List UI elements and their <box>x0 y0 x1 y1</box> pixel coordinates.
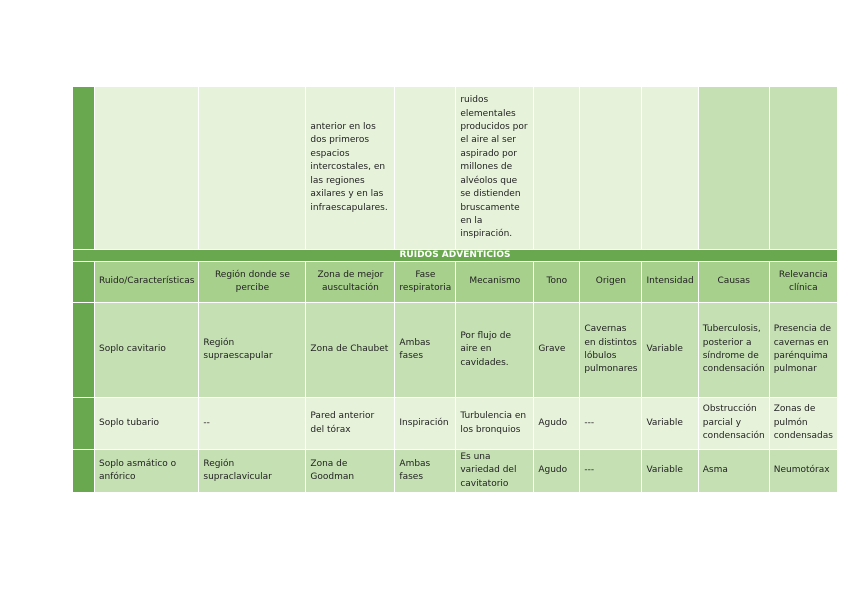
column-header: Zona de mejor auscultación <box>306 262 395 303</box>
cell-causas: Tuberculosis, posterior a síndrome de condensación <box>698 303 769 398</box>
cell-mecanismo: Es una variedad del cavitatorio <box>456 450 534 493</box>
cell-region: Región supraclavicular <box>199 450 306 493</box>
row-marker <box>73 87 95 250</box>
cell-intensidad: Variable <box>642 450 698 493</box>
cell-tono: Grave <box>534 303 580 398</box>
table-cell <box>534 87 580 250</box>
cell-mecanismo: Por flujo de aire en cavidades. <box>456 303 534 398</box>
cell-zona: Zona de Goodman <box>306 450 395 493</box>
table-cell <box>769 87 837 250</box>
cell-causas: Obstrucción parcial y condensación <box>698 398 769 450</box>
table-cell <box>95 87 199 250</box>
cell-relevancia: Presencia de cavernas en parénquima pulmonar <box>769 303 837 398</box>
cell-mecanismo: Turbulencia en los bronquios <box>456 398 534 450</box>
table-row <box>73 398 838 450</box>
cell-region: Región supraescapular <box>199 303 306 398</box>
row-marker <box>73 262 95 303</box>
cell-tono: Agudo <box>534 450 580 493</box>
cell-ruido: Soplo cavitario <box>95 303 199 398</box>
column-header: Relevancia clínica <box>769 262 837 303</box>
column-header: Intensidad <box>642 262 698 303</box>
row-marker <box>73 303 95 398</box>
column-header: Origen <box>580 262 642 303</box>
cell-zona: Zona de Chaubet <box>306 303 395 398</box>
cell-origen: --- <box>580 450 642 493</box>
cell-ruido: Soplo tubario <box>95 398 199 450</box>
column-header: Causas <box>698 262 769 303</box>
column-header: Fase respiratoria <box>395 262 456 303</box>
cell-tono: Agudo <box>534 398 580 450</box>
section-header-row <box>73 250 838 262</box>
cell-ruido: Soplo asmático o anfórico <box>95 450 199 493</box>
ruidos-table <box>72 86 838 493</box>
cell-origen: --- <box>580 398 642 450</box>
cell-region: -- <box>199 398 306 450</box>
table-row <box>73 450 838 493</box>
cell-causas: Asma <box>698 450 769 493</box>
cell-mecanismo: ruidos elementales producidos por el aire al ser aspirado por millones de alvéolos que se distienden bruscamente en la inspiración. <box>456 87 534 250</box>
row-marker <box>73 450 95 493</box>
row-marker <box>73 398 95 450</box>
cell-origen: Cavernas en distintos lóbulos pulmonares <box>580 303 642 398</box>
cell-intensidad: Variable <box>642 398 698 450</box>
cell-fase: Ambas fases <box>395 303 456 398</box>
table-cell <box>580 87 642 250</box>
cell-fase: Ambas fases <box>395 450 456 493</box>
column-header-row <box>73 262 838 303</box>
table-cell <box>395 87 456 250</box>
column-header: Tono <box>534 262 580 303</box>
cell-zona: Pared anterior del tórax <box>306 398 395 450</box>
cell-relevancia: Zonas de pulmón condensadas <box>769 398 837 450</box>
column-header: Ruido/Características <box>95 262 199 303</box>
table-cell <box>199 87 306 250</box>
table-cell <box>698 87 769 250</box>
section-title: RUIDOS ADVENTICIOS <box>73 250 838 262</box>
table-cell <box>642 87 698 250</box>
column-header: Región donde se percibe <box>199 262 306 303</box>
column-header: Mecanismo <box>456 262 534 303</box>
cell-relevancia: Neumotórax <box>769 450 837 493</box>
cell-fase: Inspiración <box>395 398 456 450</box>
table-row <box>73 303 838 398</box>
cell-intensidad: Variable <box>642 303 698 398</box>
continuation-row <box>73 87 838 250</box>
cell-zona: anterior en los dos primeros espacios intercostales, en las regiones axilares y en las infraescapulares. <box>306 87 395 250</box>
